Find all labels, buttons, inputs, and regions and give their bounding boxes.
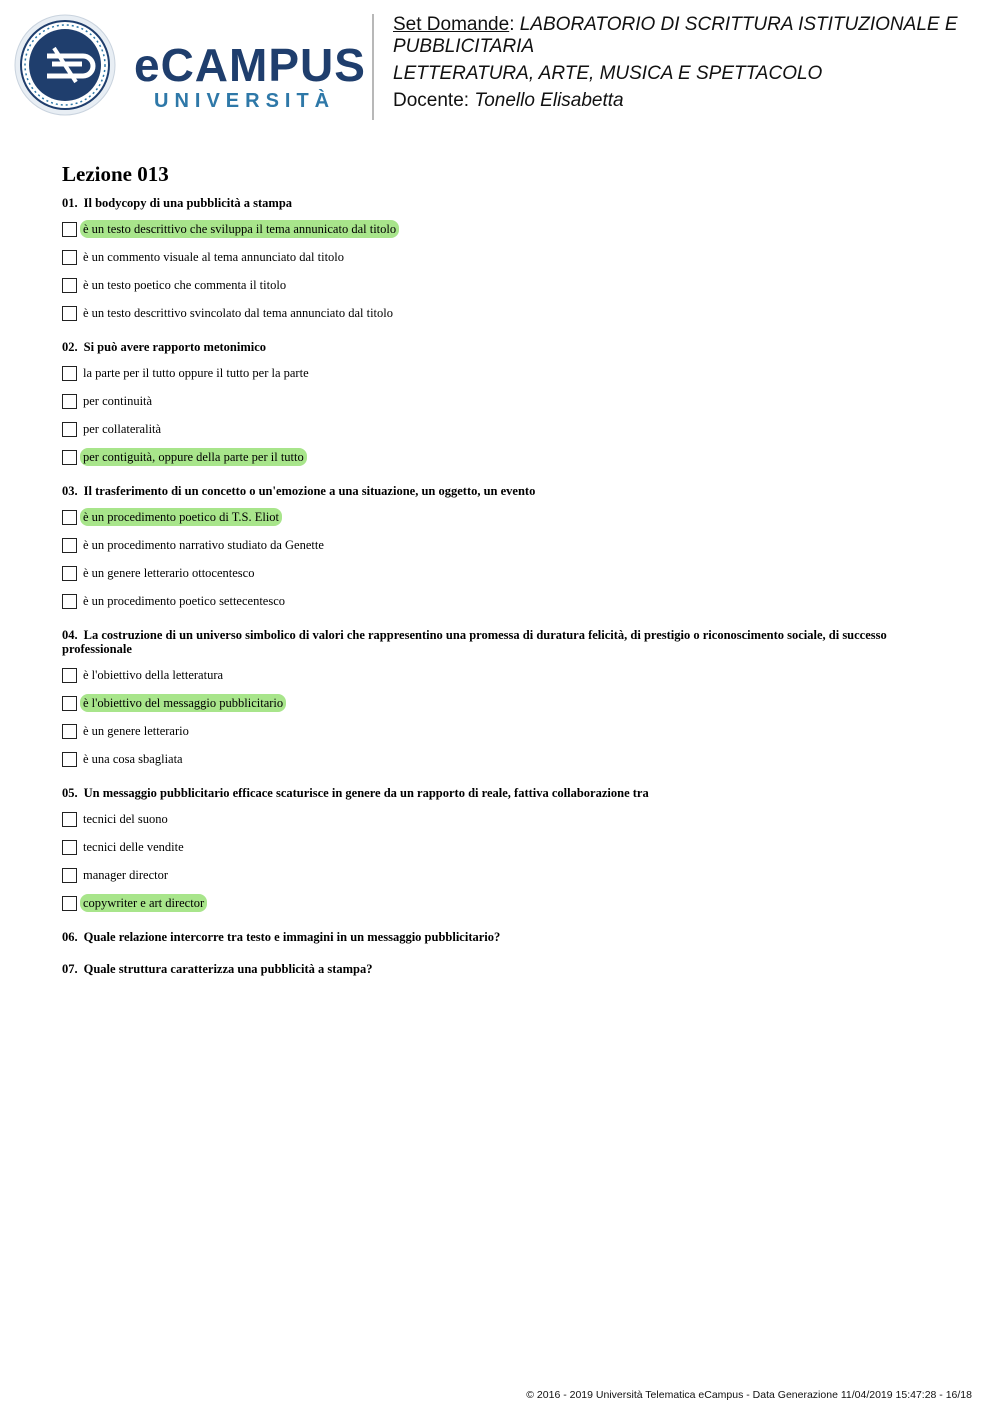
lesson-content <box>62 162 942 994</box>
footer-copyright: © 2016 - 2019 Università Telematica eCampus - Data Generazione 11/04/2019 15:47:28 - 16/18 <box>526 1389 972 1401</box>
answer-text: per collateralità <box>83 422 162 436</box>
answer-option[interactable] <box>62 248 942 266</box>
checkbox-icon[interactable] <box>62 668 77 683</box>
answer-text: tecnici delle vendite <box>83 840 184 854</box>
answer-option[interactable] <box>62 722 942 740</box>
question-title <box>62 786 942 800</box>
header-divider <box>372 14 374 120</box>
question-6 <box>62 930 942 944</box>
answer-option[interactable] <box>62 866 942 884</box>
correct-answer-text: copywriter e art director <box>80 894 207 912</box>
answer-text: è l'obiettivo della letteratura <box>83 668 224 682</box>
checkbox-icon[interactable] <box>62 696 77 711</box>
question-4 <box>62 628 942 768</box>
question-number: 06. <box>62 930 78 944</box>
university-seal-icon <box>14 14 116 116</box>
answer-option[interactable] <box>62 276 942 294</box>
question-1 <box>62 196 942 322</box>
brand <box>134 39 366 113</box>
checkbox-icon[interactable] <box>62 278 77 293</box>
checkbox-icon[interactable] <box>62 222 77 237</box>
checkbox-icon[interactable] <box>62 366 77 381</box>
checkbox-icon[interactable] <box>62 812 77 827</box>
question-number: 01. <box>62 196 78 210</box>
checkbox-icon[interactable] <box>62 510 77 525</box>
question-7 <box>62 962 942 976</box>
checkbox-icon[interactable] <box>62 752 77 767</box>
checkbox-icon[interactable] <box>62 566 77 581</box>
checkbox-icon[interactable] <box>62 896 77 911</box>
question-text: La costruzione di un universo simbolico di valori che rappresentino una promessa di duratura felicità, di prestigio o riconoscimento sociale, di successo professionale <box>62 628 887 656</box>
set-separator: : <box>509 14 520 35</box>
course-category: LETTERATURA, ARTE, MUSICA E SPETTACOLO <box>393 63 823 84</box>
checkbox-icon[interactable] <box>62 306 77 321</box>
ecampus-logo <box>14 14 366 118</box>
question-5 <box>62 786 942 912</box>
question-3 <box>62 484 942 610</box>
answer-text: è un procedimento narrativo studiato da Genette <box>83 538 324 552</box>
answer-option[interactable] <box>62 220 942 238</box>
answer-text: la parte per il tutto oppure il tutto per la parte <box>83 366 309 380</box>
answer-text: manager director <box>83 868 169 882</box>
question-title <box>62 628 942 656</box>
question-number: 05. <box>62 786 78 800</box>
teacher-name: Tonello Elisabetta <box>474 90 624 111</box>
question-number: 03. <box>62 484 78 498</box>
brand-name: eCAMPUS <box>134 39 366 91</box>
question-text: Si può avere rapporto metonimico <box>83 340 267 354</box>
teacher-label: Docente: <box>393 90 475 111</box>
teacher-line <box>393 90 983 112</box>
answer-option[interactable] <box>62 592 942 610</box>
answer-option[interactable] <box>62 838 942 856</box>
question-title <box>62 962 942 976</box>
answer-option[interactable] <box>62 536 942 554</box>
answer-text: tecnici del suono <box>83 812 168 826</box>
answer-text: è un genere letterario <box>83 724 189 738</box>
answer-option[interactable] <box>62 392 942 410</box>
answer-text: è un testo poetico che commenta il titolo <box>83 278 287 292</box>
lesson-title: Lezione 013 <box>62 162 169 186</box>
question-number: 04. <box>62 628 78 642</box>
checkbox-icon[interactable] <box>62 422 77 437</box>
question-text: Quale struttura caratterizza una pubblicità a stampa? <box>83 962 373 976</box>
brand-subtitle: UNIVERSITÀ <box>154 90 336 112</box>
correct-answer-text: è un procedimento poetico di T.S. Eliot <box>80 508 282 526</box>
answer-option[interactable] <box>62 810 942 828</box>
course-category-line <box>393 63 983 85</box>
question-text: Un messaggio pubblicitario efficace scaturisce in genere da un rapporto di reale, fattiva collaborazione tra <box>83 786 649 800</box>
answer-option[interactable] <box>62 666 942 684</box>
answer-text: per continuità <box>83 394 153 408</box>
course-title: LABORATORIO DI SCRITTURA ISTITUZIONALE E PUBBLICITARIA <box>393 14 958 57</box>
answer-option[interactable] <box>62 448 942 466</box>
set-label: Set Domande <box>393 14 510 35</box>
answer-option[interactable] <box>62 304 942 322</box>
answer-text: è un genere letterario ottocentesco <box>83 566 255 580</box>
header-info <box>393 14 983 117</box>
checkbox-icon[interactable] <box>62 538 77 553</box>
checkbox-icon[interactable] <box>62 840 77 855</box>
answer-option[interactable] <box>62 694 942 712</box>
answer-option[interactable] <box>62 364 942 382</box>
checkbox-icon[interactable] <box>62 868 77 883</box>
set-domande-line <box>393 14 983 58</box>
correct-answer-text: per contiguità, oppure della parte per il tutto <box>80 448 307 466</box>
answer-text: è una cosa sbagliata <box>83 752 183 766</box>
question-title <box>62 930 942 944</box>
checkbox-icon[interactable] <box>62 594 77 609</box>
answer-option[interactable] <box>62 894 942 912</box>
questions-list <box>62 196 942 976</box>
checkbox-icon[interactable] <box>62 450 77 465</box>
question-text: Il trasferimento di un concetto o un'emozione a una situazione, un oggetto, un evento <box>83 484 536 498</box>
answer-option[interactable] <box>62 750 942 768</box>
question-title <box>62 196 942 210</box>
question-number: 07. <box>62 962 78 976</box>
question-text: Il bodycopy di una pubblicità a stampa <box>83 196 293 210</box>
answer-text: è un testo descrittivo svincolato dal tema annunciato dal titolo <box>83 306 393 320</box>
answer-option[interactable] <box>62 508 942 526</box>
answer-text: è un commento visuale al tema annunciato dal titolo <box>83 250 345 264</box>
question-text: Quale relazione intercorre tra testo e immagini in un messaggio pubblicitario? <box>83 930 501 944</box>
correct-answer-text: è l'obiettivo del messaggio pubblicitario <box>80 694 286 712</box>
question-2 <box>62 340 942 466</box>
question-title <box>62 484 942 498</box>
checkbox-icon[interactable] <box>62 250 77 265</box>
answer-option[interactable] <box>62 564 942 582</box>
correct-answer-text: è un testo descrittivo che sviluppa il tema annunicato dal titolo <box>80 220 399 238</box>
question-title <box>62 340 942 354</box>
checkbox-icon[interactable] <box>62 724 77 739</box>
answer-text: è un procedimento poetico settecentesco <box>83 594 286 608</box>
question-number: 02. <box>62 340 78 354</box>
checkbox-icon[interactable] <box>62 394 77 409</box>
answer-option[interactable] <box>62 420 942 438</box>
